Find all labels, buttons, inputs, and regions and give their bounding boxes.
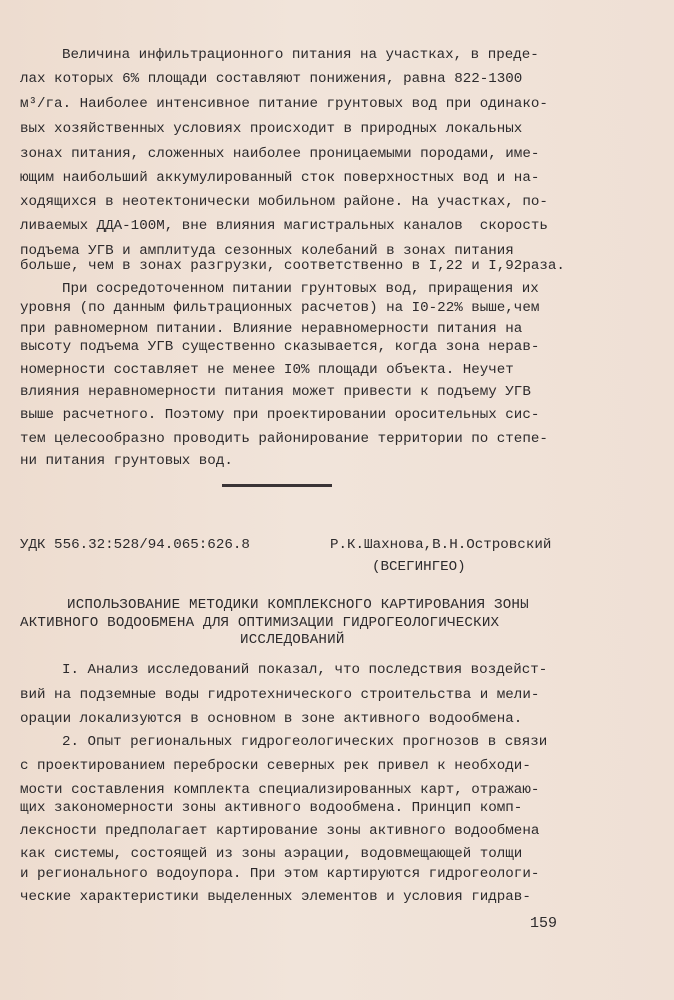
text-line: зонах питания, сложенных наиболее проницаемыми породами, име-	[20, 146, 540, 162]
authors: Р.К.Шахнова,В.Н.Островский	[330, 537, 552, 553]
text-line: ческие характеристики выделенных элементов и условия гидрав-	[20, 889, 531, 905]
text-line: подъема УГВ и амплитуда сезонных колебаний в зонах питания	[20, 243, 514, 259]
page-number: 159	[530, 915, 558, 932]
text-line: выше расчетного. Поэтому при проектировании оросительных сис-	[20, 407, 540, 423]
text-line: высоту подъема УГВ существенно сказывается, когда зона нерав-	[20, 339, 540, 355]
text-line: лах которых 6% площади составляют понижения, равна 822-1300	[20, 71, 523, 87]
text-line: вий на подземные воды гидротехнического строительства и мели-	[20, 687, 540, 703]
title-line: ИСПОЛЬЗОВАНИЕ МЕТОДИКИ КОМПЛЕКСНОГО КАРТИРОВАНИЯ ЗОНЫ	[67, 597, 529, 613]
text-line: щих закономерности зоны активного водообмена. Принцип комп-	[20, 800, 523, 816]
title-line: АКТИВНОГО ВОДООБМЕНА ДЛЯ ОПТИМИЗАЦИИ ГИДРОГЕОЛОГИЧЕСКИХ	[20, 615, 500, 631]
text-line: Величина инфильтрационного питания на участках, в преде-	[62, 47, 539, 63]
text-line: I. Анализ исследований показал, что последствия воздейст-	[62, 662, 548, 678]
text-line: уровня (по данным фильтрационных расчетов) на I0-22% выше,чем	[20, 300, 540, 316]
text-line: ходящихся в неотектонически мобильном районе. На участках, по-	[20, 194, 548, 210]
text-line: ющим наибольший аккумулированный сток поверхностных вод и на-	[20, 170, 540, 186]
section-divider	[222, 484, 332, 487]
text-line: мости составления комплекта специализированных карт, отражаю-	[20, 782, 540, 798]
text-line: ни питания грунтовых вод.	[20, 453, 233, 469]
text-line: м³/га. Наиболее интенсивное питание грунтовых вод при одинако-	[20, 96, 548, 112]
text-line: вых хозяйственных условиях происходит в природных локальных	[20, 121, 523, 137]
text-line: номерности составляет не менее I0% площади объекта. Неучет	[20, 362, 514, 378]
text-line: больше, чем в зонах разгрузки, соответственно в I,22 и I,92раза.	[20, 258, 565, 274]
text-line: как системы, состоящей из зоны аэрации, водовмещающей толщи	[20, 846, 523, 862]
text-line: 2. Опыт региональных гидрогеологических прогнозов в связи	[62, 734, 548, 750]
title-line: ИССЛЕДОВАНИЙ	[240, 632, 345, 648]
text-line: при равномерном питании. Влияние неравномерности питания на	[20, 321, 523, 337]
text-line: орации локализуются в основном в зоне активного водообмена.	[20, 711, 523, 727]
text-line: ливаемых ДДА-100М, вне влияния магистральных каналов скорость	[20, 218, 548, 234]
text-line: тем целесообразно проводить районирование территории по степе-	[20, 431, 548, 447]
text-line: влияния неравномерности питания может привести к подъему УГВ	[20, 384, 531, 400]
text-line: При сосредоточенном питании грунтовых вод, приращения их	[62, 281, 539, 297]
udc-code: УДК 556.32:528/94.065:626.8	[20, 537, 250, 553]
text-line: лексности предполагает картирование зоны активного водообмена	[20, 823, 540, 839]
text-line: с проектированием переброски северных рек привел к необходи-	[20, 758, 531, 774]
text-line: и регионального водоупора. При этом картируются гидрогеологи-	[20, 866, 540, 882]
institution: (ВСЕГИНГЕО)	[372, 559, 466, 575]
